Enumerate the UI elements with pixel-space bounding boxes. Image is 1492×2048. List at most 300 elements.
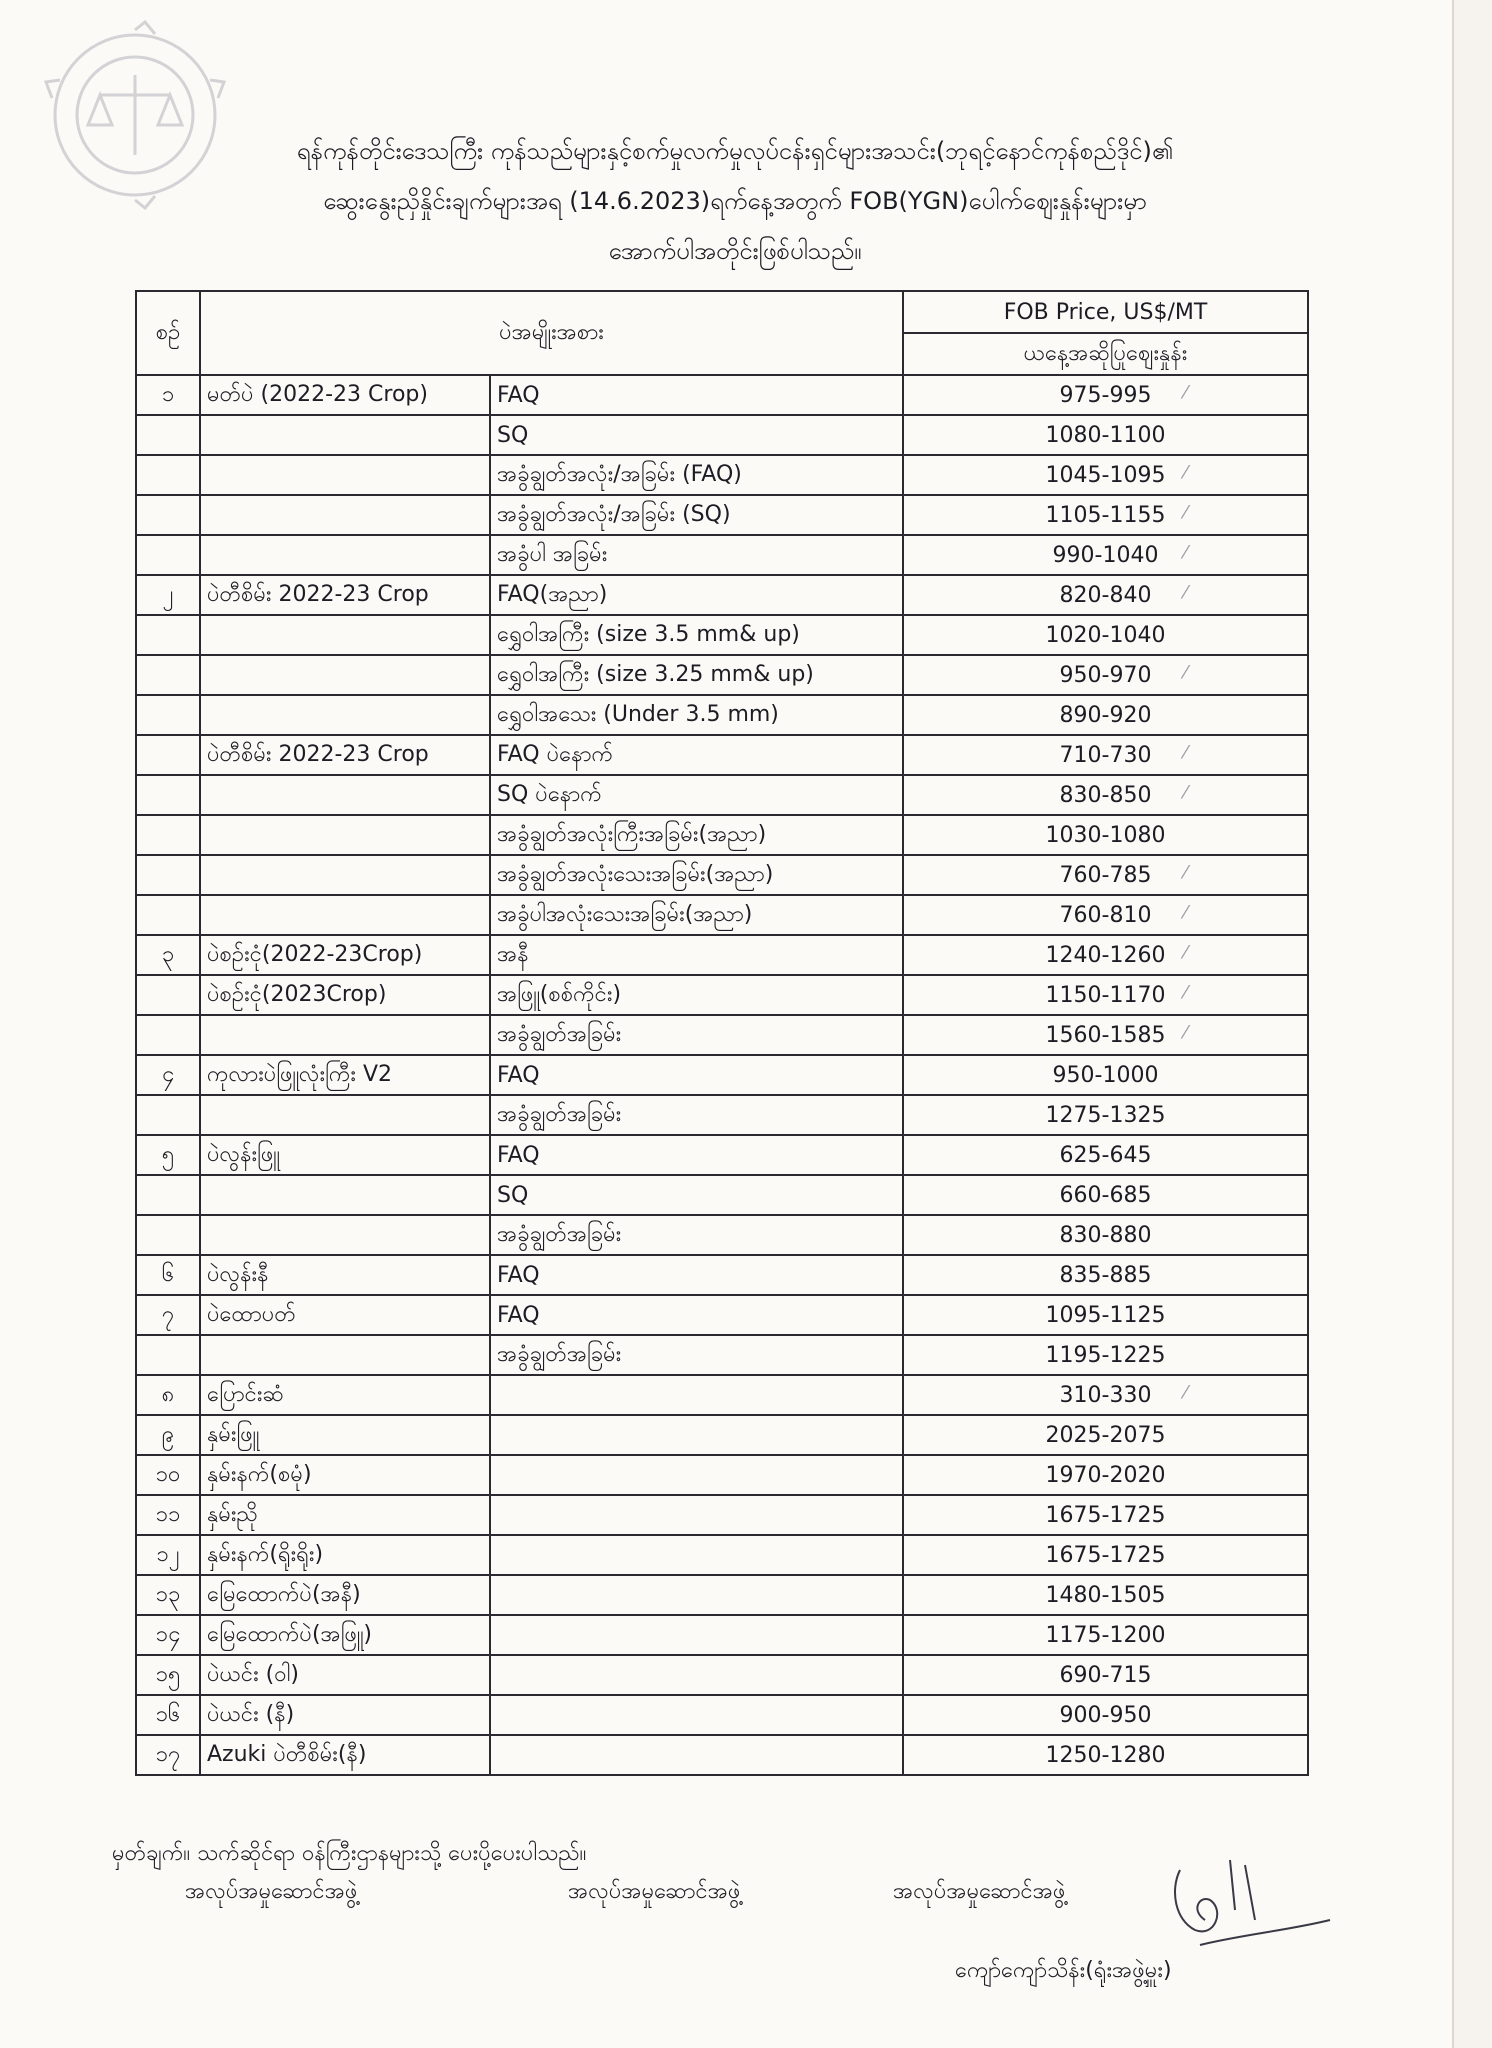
item-grade	[490, 375, 903, 415]
item-grade	[490, 1215, 903, 1255]
item-price	[903, 575, 1308, 615]
row-number-text: ၁၁	[155, 1501, 181, 1527]
table-row	[136, 975, 1308, 1015]
item-grade	[490, 1455, 903, 1495]
item-name-text: နှမ်းနက်(စမုံ)	[207, 1461, 312, 1487]
row-number	[136, 895, 200, 935]
item-name-text: မြေထောက်ပဲ(အနီ)	[207, 1581, 361, 1607]
row-number-text: ၁၄	[155, 1621, 181, 1647]
item-name	[200, 575, 490, 615]
item-name	[200, 535, 490, 575]
item-price	[903, 855, 1308, 895]
item-name	[200, 1495, 490, 1535]
item-grade	[490, 1575, 903, 1615]
item-price	[903, 1735, 1308, 1775]
table-row	[136, 1175, 1308, 1215]
item-price-text: 975-995	[1059, 382, 1152, 408]
table-row	[136, 1575, 1308, 1615]
table-row	[136, 695, 1308, 735]
item-name	[200, 1335, 490, 1375]
table-row	[136, 615, 1308, 655]
table-row	[136, 1455, 1308, 1495]
checkmark-icon: ⁄	[1183, 982, 1187, 1003]
item-price	[903, 775, 1308, 815]
row-number	[136, 1495, 200, 1535]
item-grade-text: အခွံချွတ်အခြမ်း	[497, 1021, 622, 1047]
item-price-text: 1675-1725	[1045, 1542, 1166, 1568]
item-grade-text: အဖြူ(စစ်ကိုင်း)	[497, 981, 622, 1007]
row-number	[136, 775, 200, 815]
item-price	[903, 1695, 1308, 1735]
item-price-text: 1250-1280	[1045, 1742, 1166, 1768]
row-number-text: ၁၂	[156, 1541, 180, 1567]
item-price-text: 660-685	[1059, 1182, 1152, 1208]
item-grade	[490, 1295, 903, 1335]
item-name-text: ပဲတီစိမ်း 2022-23 Crop	[207, 741, 429, 767]
item-name	[200, 1095, 490, 1135]
row-number-text: ၆	[161, 1261, 175, 1287]
item-name	[200, 775, 490, 815]
item-name	[200, 1055, 490, 1095]
item-price	[903, 815, 1308, 855]
item-name-text: ကုလားပဲဖြူလုံးကြီး V2	[207, 1061, 392, 1087]
item-grade-text: အခွံချွတ်အခြမ်း	[497, 1341, 622, 1367]
item-grade	[490, 655, 903, 695]
table-row	[136, 735, 1308, 775]
item-name	[200, 1295, 490, 1335]
committee-label-2: အလုပ်အမှုဆောင်အဖွဲ့	[568, 1879, 741, 1904]
item-price-text: 1020-1040	[1045, 622, 1166, 648]
item-name-text: ပဲစဉ်းငုံ(2023Crop)	[207, 981, 387, 1007]
item-grade	[490, 935, 903, 975]
item-price	[903, 1095, 1308, 1135]
checkmark-icon: ⁄	[1183, 862, 1187, 883]
table-row	[136, 495, 1308, 535]
item-price-text: 760-810	[1059, 902, 1152, 928]
item-grade	[490, 1535, 903, 1575]
item-grade	[490, 1375, 903, 1415]
item-name	[200, 1575, 490, 1615]
row-number	[136, 1175, 200, 1215]
row-number-text: ၇	[161, 1301, 175, 1327]
price-table-body	[136, 375, 1308, 1775]
item-price-text: 1030-1080	[1045, 822, 1166, 848]
item-price-text: 1675-1725	[1045, 1502, 1166, 1528]
table-row	[136, 895, 1308, 935]
checkmark-icon: ⁄	[1183, 582, 1187, 603]
item-price-text: 1275-1325	[1045, 1102, 1166, 1128]
checkmark-icon: ⁄	[1183, 662, 1187, 683]
item-name	[200, 1735, 490, 1775]
item-name	[200, 975, 490, 1015]
item-price	[903, 1575, 1308, 1615]
row-number	[136, 1095, 200, 1135]
item-name-text: နှမ်းဖြူ	[207, 1421, 260, 1447]
item-price-text: 830-880	[1059, 1222, 1152, 1248]
item-price-text: 1105-1155	[1045, 502, 1166, 528]
table-row	[136, 1415, 1308, 1455]
footnote: မှတ်ချက်။ သက်ဆိုင်ရာ ဝန်ကြီးဌာနများသို့ ပေးပို့ပေးပါသည်။	[112, 1841, 587, 1866]
item-price-text: 1095-1125	[1045, 1302, 1166, 1328]
table-row	[136, 455, 1308, 495]
table-row	[136, 535, 1308, 575]
item-price	[903, 1015, 1308, 1055]
item-grade	[490, 495, 903, 535]
row-number	[136, 575, 200, 615]
checkmark-icon: ⁄	[1183, 542, 1187, 563]
item-name	[200, 495, 490, 535]
table-row	[136, 655, 1308, 695]
item-name-text: ပဲယင်း (နီ)	[207, 1701, 295, 1727]
item-grade-text: FAQ(အညာ)	[497, 581, 608, 607]
item-price	[903, 415, 1308, 455]
table-row	[136, 415, 1308, 455]
item-price-text: 900-950	[1059, 1702, 1152, 1728]
row-number	[136, 535, 200, 575]
table-row	[136, 575, 1308, 615]
table-row	[136, 1655, 1308, 1695]
item-grade	[490, 1655, 903, 1695]
row-number	[136, 1695, 200, 1735]
item-grade	[490, 1735, 903, 1775]
row-number	[136, 615, 200, 655]
column-header-no: စဉ်	[136, 291, 200, 375]
item-name-text: နှမ်းညို	[207, 1501, 258, 1527]
item-grade-text: FAQ	[497, 1262, 540, 1288]
item-price	[903, 1335, 1308, 1375]
item-grade-text: အခွံချွတ်အလုံး/အခြမ်း (FAQ)	[497, 461, 742, 487]
item-price-text: 1080-1100	[1045, 422, 1166, 448]
row-number-text: ၈	[161, 1381, 175, 1407]
row-number	[136, 1015, 200, 1055]
table-row	[136, 1615, 1308, 1655]
row-number	[136, 1655, 200, 1695]
item-price-text: 1480-1505	[1045, 1582, 1166, 1608]
item-price	[903, 375, 1308, 415]
table-row	[136, 1535, 1308, 1575]
row-number	[136, 1575, 200, 1615]
association-seal-icon	[40, 20, 230, 210]
item-name	[200, 1255, 490, 1295]
table-row	[136, 375, 1308, 415]
item-price-text: 1240-1260	[1045, 942, 1166, 968]
committee-label-3: အလုပ်အမှုဆောင်အဖွဲ့	[893, 1879, 1066, 1904]
item-grade-text: FAQ	[497, 382, 540, 408]
handwritten-signature	[1140, 1850, 1340, 1970]
checkmark-icon: ⁄	[1183, 462, 1187, 483]
item-grade	[490, 975, 903, 1015]
table-row	[136, 1135, 1308, 1175]
item-name-text: နှမ်းနက်(ရိုးရိုး)	[207, 1541, 324, 1567]
item-price-text: 830-850	[1059, 782, 1152, 808]
item-price	[903, 1055, 1308, 1095]
row-number	[136, 1215, 200, 1255]
item-grade-text: အခွံချွတ်အလုံးသေးအခြမ်း(အညာ)	[497, 861, 774, 887]
item-grade	[490, 1495, 903, 1535]
item-price	[903, 1175, 1308, 1215]
price-table	[135, 290, 1309, 1776]
item-grade-text: SQ	[497, 422, 529, 448]
item-name-text: မတ်ပဲ (2022-23 Crop)	[207, 381, 428, 407]
item-price-text: 1175-1200	[1045, 1622, 1166, 1648]
checkmark-icon: ⁄	[1183, 742, 1187, 763]
table-row	[136, 775, 1308, 815]
header-line-3: အောက်ပါအတိုင်းဖြစ်ပါသည်။	[608, 237, 862, 265]
item-name	[200, 855, 490, 895]
item-name-text: ပဲလွန်းဖြူ	[207, 1141, 280, 1167]
committee-label-1: အလုပ်အမှုဆောင်အဖွဲ့	[185, 1879, 358, 1904]
item-grade-text: အခွံပါအလုံးသေးအခြမ်း(အညာ)	[497, 901, 753, 927]
table-row	[136, 1295, 1308, 1335]
row-number-text: ၄	[161, 1061, 175, 1087]
item-price	[903, 1255, 1308, 1295]
item-name-text: ပဲစဉ်းငုံ(2022-23Crop)	[207, 941, 423, 967]
item-grade	[490, 1255, 903, 1295]
table-row	[136, 1695, 1308, 1735]
item-price-text: 990-1040	[1052, 542, 1159, 568]
row-number-text: ၉	[161, 1421, 175, 1447]
item-grade	[490, 1335, 903, 1375]
row-number	[136, 1415, 200, 1455]
row-number	[136, 1295, 200, 1335]
header-line-2: ဆွေးနွေးညှိနှိုင်းချက်များအရ (14.6.2023)ရက်နေ့အတွက် FOB(YGN)ပေါက်ဈေးနှုန်းများမှာ	[323, 187, 1147, 215]
item-grade-text: အနီ	[497, 941, 529, 967]
row-number	[136, 1335, 200, 1375]
item-grade	[490, 1015, 903, 1055]
item-grade-text: ရွှေဝါအကြီး (size 3.5 mm& up)	[497, 621, 800, 647]
row-number	[136, 415, 200, 455]
row-number-text: ၃	[161, 941, 175, 967]
item-grade	[490, 615, 903, 655]
item-grade-text: အခွံပါ အခြမ်း	[497, 541, 608, 567]
item-price	[903, 695, 1308, 735]
item-name	[200, 695, 490, 735]
item-price	[903, 1135, 1308, 1175]
item-grade	[490, 855, 903, 895]
table-row	[136, 1735, 1308, 1775]
item-grade	[490, 695, 903, 735]
table-row	[136, 1215, 1308, 1255]
item-price-text: 950-970	[1059, 662, 1152, 688]
item-grade	[490, 1135, 903, 1175]
table-row	[136, 1495, 1308, 1535]
checkmark-icon: ⁄	[1183, 782, 1187, 803]
item-price-text: 710-730	[1059, 742, 1152, 768]
item-name	[200, 735, 490, 775]
row-number	[136, 1615, 200, 1655]
item-price	[903, 535, 1308, 575]
item-name	[200, 1175, 490, 1215]
item-price	[903, 615, 1308, 655]
row-number	[136, 975, 200, 1015]
checkmark-icon: ⁄	[1183, 1382, 1187, 1403]
item-price-text: 1970-2020	[1045, 1462, 1166, 1488]
item-name-text: ပဲယင်း (ဝါ)	[207, 1661, 300, 1687]
row-number-text: ၁၀	[155, 1461, 181, 1487]
item-price-text: 835-885	[1059, 1262, 1152, 1288]
row-number	[136, 1455, 200, 1495]
item-name	[200, 1215, 490, 1255]
checkmark-icon: ⁄	[1183, 1022, 1187, 1043]
item-grade-text: အခွံချွတ်အခြမ်း	[497, 1101, 622, 1127]
item-name-text: ပြောင်းဆံ	[207, 1381, 284, 1407]
table-row	[136, 1255, 1308, 1295]
checkmark-icon: ⁄	[1183, 902, 1187, 923]
item-name	[200, 1135, 490, 1175]
table-row	[136, 855, 1308, 895]
item-grade	[490, 1055, 903, 1095]
item-grade	[490, 535, 903, 575]
row-number-text: ၁၃	[155, 1581, 181, 1607]
item-price-text: 310-330	[1059, 1382, 1152, 1408]
item-price-text: 950-1000	[1052, 1062, 1159, 1088]
item-grade	[490, 1615, 903, 1655]
item-grade-text: ရွှေဝါအကြီး (size 3.25 mm& up)	[497, 661, 814, 687]
item-price	[903, 1535, 1308, 1575]
checkmark-icon: ⁄	[1183, 382, 1187, 403]
item-name	[200, 375, 490, 415]
item-grade	[490, 1695, 903, 1735]
row-number	[136, 815, 200, 855]
item-grade	[490, 455, 903, 495]
row-number	[136, 1735, 200, 1775]
item-grade-text: အခွံချွတ်အခြမ်း	[497, 1221, 622, 1247]
item-name	[200, 1695, 490, 1735]
item-name	[200, 1535, 490, 1575]
row-number	[136, 1135, 200, 1175]
item-name-text: မြေထောက်ပဲ(အဖြူ)	[207, 1621, 372, 1647]
item-name	[200, 815, 490, 855]
item-price-text: 1150-1170	[1045, 982, 1166, 1008]
item-grade	[490, 1095, 903, 1135]
table-row	[136, 935, 1308, 975]
item-price-text: 1560-1585	[1045, 1022, 1166, 1048]
row-number	[136, 1255, 200, 1295]
row-number	[136, 695, 200, 735]
table-row	[136, 1055, 1308, 1095]
row-number-text: ၅	[161, 1141, 175, 1167]
item-grade	[490, 895, 903, 935]
item-price	[903, 1455, 1308, 1495]
item-name-text: Azuki ပဲတီစိမ်း(နီ)	[207, 1741, 367, 1767]
item-name	[200, 1375, 490, 1415]
table-row	[136, 1015, 1308, 1055]
item-price-text: 1195-1225	[1045, 1342, 1166, 1368]
item-name	[200, 935, 490, 975]
row-number	[136, 1055, 200, 1095]
table-row	[136, 1095, 1308, 1135]
row-number-text: ၁၇	[155, 1741, 181, 1767]
item-name	[200, 1015, 490, 1055]
table-row	[136, 815, 1308, 855]
item-name	[200, 455, 490, 495]
item-name	[200, 655, 490, 695]
item-name	[200, 615, 490, 655]
item-grade	[490, 735, 903, 775]
signer-name: ကျော်ကျော်သိန်း(ရုံးအဖွဲ့မှူး)	[955, 1958, 1172, 1983]
item-price	[903, 455, 1308, 495]
row-number	[136, 655, 200, 695]
item-name-text: ပဲထောပတ်	[207, 1301, 296, 1327]
item-price-text: 890-920	[1059, 702, 1152, 728]
item-name	[200, 1655, 490, 1695]
item-grade-text: အခွံချွတ်အလုံး/အခြမ်း (SQ)	[497, 501, 731, 527]
item-grade-text: FAQ	[497, 1062, 540, 1088]
item-price	[903, 1215, 1308, 1255]
row-number	[136, 1535, 200, 1575]
row-number	[136, 935, 200, 975]
column-header-price: FOB Price, US$/MT	[903, 291, 1308, 333]
item-grade-text: FAQ	[497, 1302, 540, 1328]
item-name	[200, 1415, 490, 1455]
column-header-item: ပဲအမျိုးအစား	[200, 291, 903, 375]
item-price	[903, 655, 1308, 695]
item-grade	[490, 415, 903, 455]
item-name	[200, 895, 490, 935]
item-grade-text: FAQ ပဲနောက်	[497, 741, 614, 767]
item-price-text: 2025-2075	[1045, 1422, 1166, 1448]
item-grade	[490, 575, 903, 615]
item-price	[903, 1655, 1308, 1695]
header-line-1: ရန်ကုန်တိုင်းဒေသကြီး ကုန်သည်များနှင့်စက်မှုလက်မှုလုပ်ငန်းရှင်များအသင်း(ဘုရင့်နောင်ကုန်စည်ဒိုင်)၏	[296, 137, 1174, 165]
item-price-text: 760-785	[1059, 862, 1152, 888]
row-number	[136, 375, 200, 415]
item-grade-text: ရွှေဝါအသေး (Under 3.5 mm)	[497, 701, 779, 727]
row-number	[136, 855, 200, 895]
item-price-text: 1045-1095	[1045, 462, 1166, 488]
item-price-text: 625-645	[1059, 1142, 1152, 1168]
item-price-text: 820-840	[1059, 582, 1152, 608]
row-number	[136, 1375, 200, 1415]
item-grade-text: FAQ	[497, 1142, 540, 1168]
item-price	[903, 895, 1308, 935]
item-price	[903, 1495, 1308, 1535]
item-name	[200, 1455, 490, 1495]
item-grade	[490, 775, 903, 815]
row-number-text: ၁၆	[155, 1701, 181, 1727]
row-number-text: ၂	[162, 581, 174, 607]
item-price	[903, 1615, 1308, 1655]
item-grade	[490, 815, 903, 855]
row-number-text: ၁၅	[155, 1661, 181, 1687]
row-number-text: ၁	[161, 381, 175, 407]
table-row	[136, 1335, 1308, 1375]
row-number	[136, 455, 200, 495]
item-price-text: 690-715	[1059, 1662, 1152, 1688]
item-grade-text: SQ	[497, 1182, 529, 1208]
item-name	[200, 415, 490, 455]
item-name-text: ပဲတီစိမ်း 2022-23 Crop	[207, 581, 429, 607]
checkmark-icon: ⁄	[1183, 942, 1187, 963]
item-price	[903, 1375, 1308, 1415]
item-price	[903, 1415, 1308, 1455]
checkmark-icon: ⁄	[1183, 502, 1187, 523]
item-price	[903, 735, 1308, 775]
item-grade	[490, 1175, 903, 1215]
item-price	[903, 975, 1308, 1015]
item-grade-text: SQ ပဲနောက်	[497, 781, 602, 807]
item-price	[903, 1295, 1308, 1335]
column-header-price-sub: ယနေ့အဆိုပြုဈေးနှုန်း	[903, 333, 1308, 375]
item-name-text: ပဲလွန်းနီ	[207, 1261, 269, 1287]
table-row	[136, 1375, 1308, 1415]
item-name	[200, 1615, 490, 1655]
row-number	[136, 495, 200, 535]
item-price	[903, 935, 1308, 975]
item-grade	[490, 1415, 903, 1455]
item-price	[903, 495, 1308, 535]
item-grade-text: အခွံချွတ်အလုံးကြီးအခြမ်း(အညာ)	[497, 821, 767, 847]
